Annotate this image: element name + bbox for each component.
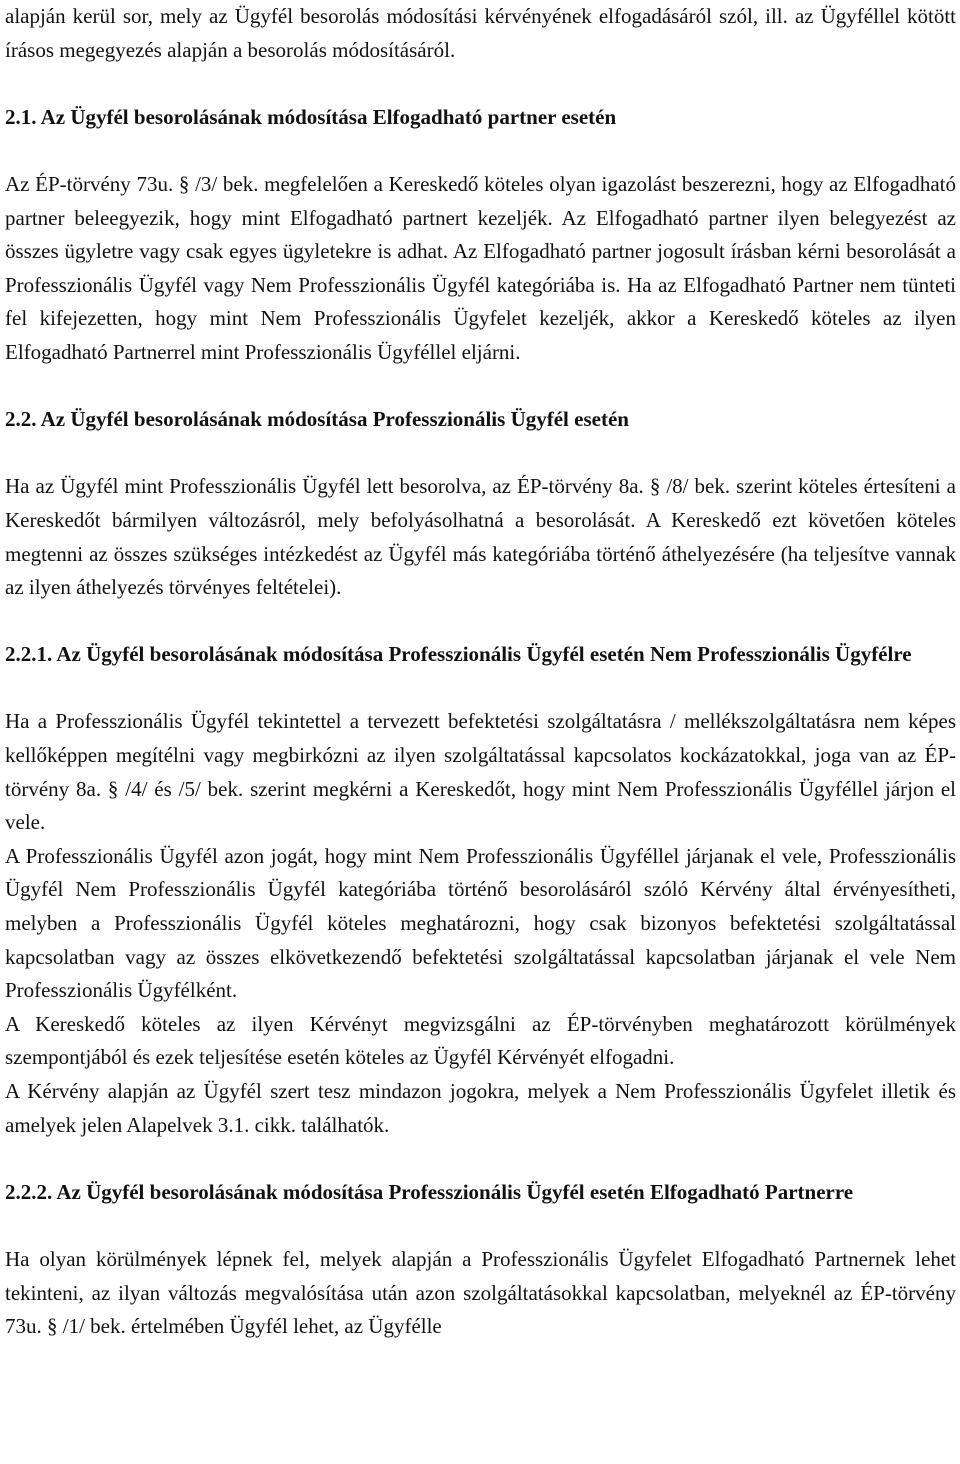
- paragraph-2-2-1-a: Ha a Professzionális Ügyfél tekintettel a tervezett befektetési szolgáltatásra / mellékszolgáltatásra nem képes kellőképpen megítélni vagy megbirkózni az ilyen szolgáltatással kapcsolatos kockázatokkal, joga van az ÉP-törvény 8a. § /4/ és /5/ bek. szerint megkérni a Kereskedőt, hogy mint Nem Professzionális Ügyféllel járjon el vele.: [5, 709, 956, 835]
- spacer: [5, 1209, 956, 1243]
- spacer: [5, 437, 956, 471]
- paragraph-2-2-1-c: A Kereskedő köteles az ilyen Kérvényt megvizsgálni az ÉP-törvényben meghatározott körülmények szempontjából és ezek teljesítése esetén köteles az Ügyfél Kérvényét elfogadni.: [5, 1011, 956, 1070]
- paragraph-2-2-2: Ha olyan körülmények lépnek fel, melyek alapján a Professzionális Ügyfelet Elfogadható Partnernek lehet tekinteni, az ilyan változás megvalósítása után azon szolgáltatásokkal kapcsolatban, melyeknél az ÉP-törvény 73u. § /1/ bek. értelmében Ügyfél lehet, az Ügyfélle: [5, 1246, 956, 1339]
- paragraph-2-2-1-b: A Professzionális Ügyfél azon jogát, hogy mint Nem Professzionális Ügyféllel járjanak el vele, Professzionális Ügyfél Nem Professzionális Ügyfél kategóriába történő besorolásáról szóló Kérvény által érvényesítheti, melyben a Professzionális Ügyfél köteles meghatározni, hogy csak bizonyos befektetési szolgáltatással kapcsolatban vagy az összes elkövetkezendő befektetési szolgáltatással kapcsolatban járjanak el vele Nem Professzionális Ügyfélként.: [5, 843, 956, 1003]
- spacer: [5, 134, 956, 168]
- section-heading-2-1: 2.1. Az Ügyfél besorolásának módosítása Elfogadható partner esetén: [5, 104, 617, 129]
- spacer: [5, 370, 956, 404]
- section-heading-2-2: 2.2. Az Ügyfél besorolásának módosítása Professzionális Ügyfél esetén: [5, 407, 629, 432]
- intro-paragraph: alapján kerül sor, mely az Ügyfél besorolás módosítási kérvényének elfogadásáról szól, ill. az Ügyféllel kötött írásos megegyezés alapján a besorolás módosításáról.: [5, 4, 956, 62]
- spacer: [5, 67, 956, 101]
- spacer: [5, 672, 956, 706]
- section-heading-2-2-1: 2.2.1. Az Ügyfél besorolásának módosítása Professzionális Ügyfél esetén Nem Professzionális Ügyfélre: [5, 642, 912, 667]
- section-heading-2-2-2: 2.2.2. Az Ügyfél besorolásának módosítása Professzionális Ügyfél esetén Elfogadható Partnerre: [5, 1179, 854, 1204]
- paragraph-2-1: Az ÉP-törvény 73u. § /3/ bek. megfelelően a Kereskedő köteles olyan igazolást beszerezni, hogy az Elfogadható partner beleegyezik, hogy mint Elfogadható partnert kezeljék. Az Elfogadható partner ilyen belegyezést az összes ügyletre vagy csak egyes ügyletekre is adhat. Az Elfogadható partner jogosult írásban kérni besorolását a Professzionális Ügyfél vagy Nem Professzionális Ügyfél kategóriába is. Ha az Elfogadható Partner nem tünteti fel kifejezetten, hogy mint Nem Professzionális Ügyfelet kezeljék, akkor a Kereskedő köteles az ilyen Elfogadható Partnerrel mint Professzionális Ügyféllel eljárni.: [5, 171, 956, 364]
- paragraph-2-2: Ha az Ügyfél mint Professzionális Ügyfél lett besorolva, az ÉP-törvény 8a. § /8/ bek. szerint köteles értesíteni a Kereskedőt bármilyen változásról, mely befolyásolhatná a besorolását. A Kereskedő ezt követően köteles megtenni az összes szükséges intézkedést az Ügyfél más kategóriába történő áthelyezésére (ha teljesítve vannak az ilyen áthelyezés törvényes feltételei).: [5, 474, 956, 600]
- spacer: [5, 605, 956, 639]
- spacer: [5, 1142, 956, 1176]
- paragraph-2-2-1-d: A Kérvény alapján az Ügyfél szert tesz mindazon jogokra, melyek a Nem Professzionális Ügyfelet illetik és amelyek jelen Alapelvek 3.1. cikk. találhatók.: [5, 1079, 956, 1137]
